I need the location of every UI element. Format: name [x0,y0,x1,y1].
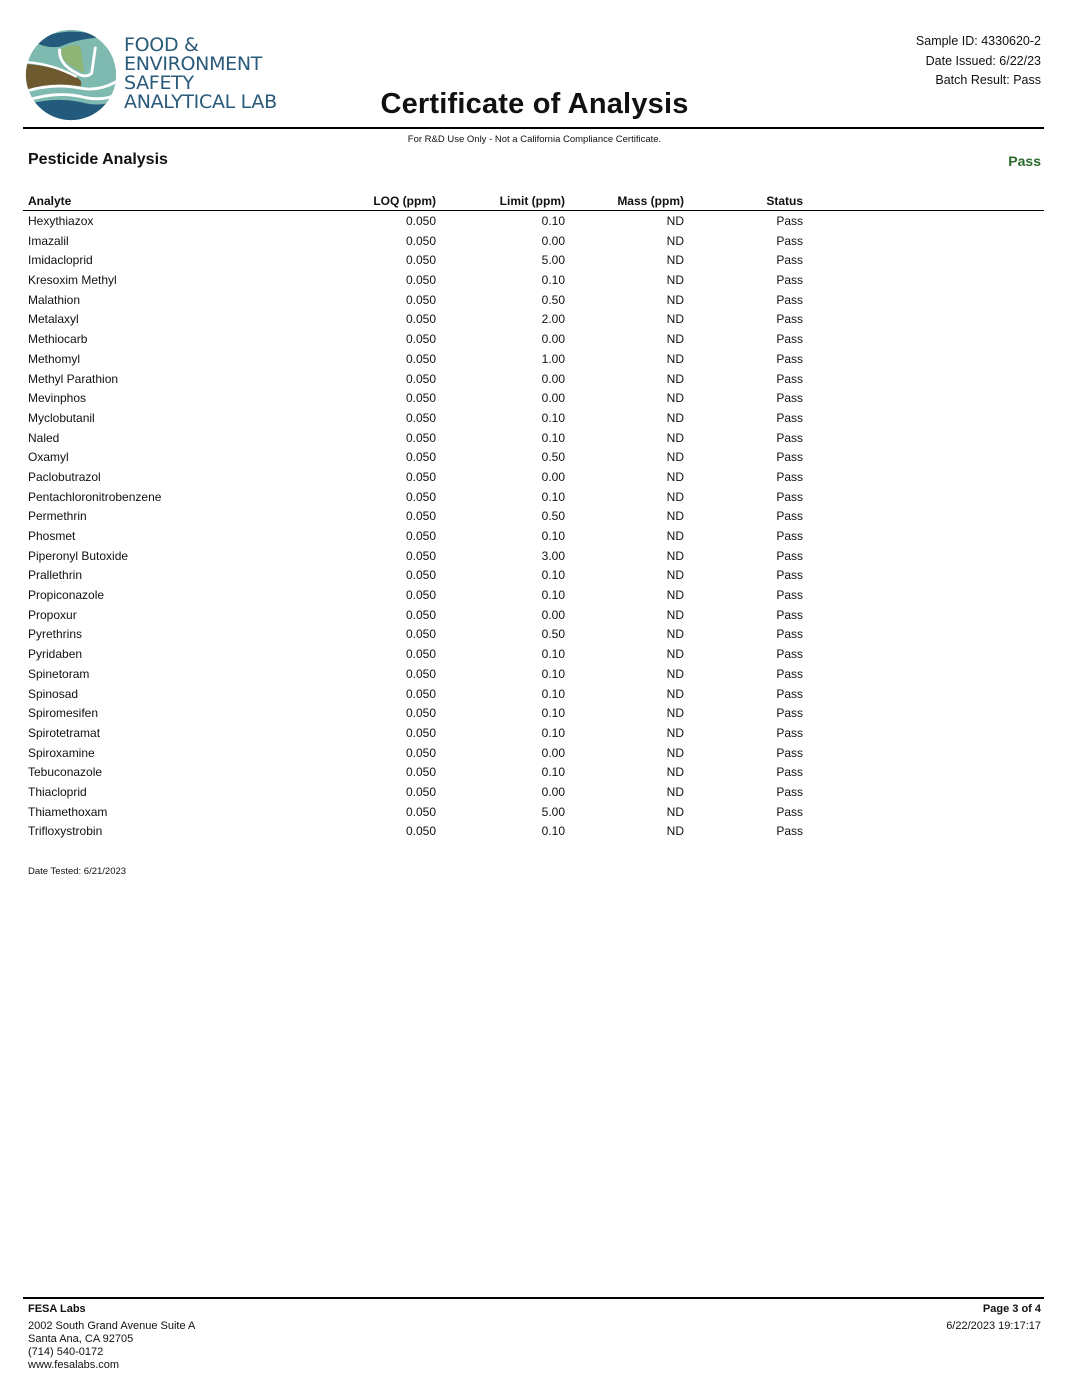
cell-mass: ND [666,312,684,327]
cell-limit: 0.10 [541,725,565,740]
table-row [23,762,1044,782]
logo-line: FOOD & [124,34,199,56]
cell-limit: 0.10 [541,430,565,445]
cell-analyte: Methyl Parathion [28,371,119,386]
cell-analyte: Oxamyl [28,450,69,465]
cell-analyte: Piperonyl Butoxide [28,548,129,563]
cell-loq: 0.050 [405,607,436,622]
table-row [23,506,1044,526]
cell-limit: 0.00 [541,469,565,484]
table-row [23,290,1044,310]
table-row [23,329,1044,349]
cell-loq: 0.050 [405,371,436,386]
cell-mass: ND [666,647,684,662]
cell-analyte: Spinetoram [28,666,90,681]
cell-status: Pass [776,450,803,465]
table-row [23,546,1044,566]
footer-phone: (714) 540-0172 [28,1346,104,1358]
cell-mass: ND [666,666,684,681]
cell-loq: 0.050 [405,410,436,425]
cell-mass: ND [666,489,684,504]
section-title: Pesticide Analysis [28,151,168,168]
cell-loq: 0.050 [405,784,436,799]
cell-mass: ND [666,371,684,386]
cell-limit: 0.10 [541,273,565,288]
cell-loq: 0.050 [405,745,436,760]
cell-loq: 0.050 [405,292,436,307]
cell-loq: 0.050 [405,312,436,327]
cell-loq: 0.050 [405,489,436,504]
footer-company: FESA Labs [28,1303,86,1315]
cell-status: Pass [776,706,803,721]
cell-loq: 0.050 [405,568,436,583]
table-row [23,388,1044,408]
cell-status: Pass [776,647,803,662]
table-row [23,309,1044,329]
cell-analyte: Spiromesifen [28,706,99,721]
cell-analyte: Hexythiazox [28,214,94,228]
footer-address-line2: Santa Ana, CA 92705 [28,1333,134,1345]
table-row [23,605,1044,625]
footer-page-info [946,1303,1041,1333]
cell-status: Pass [776,371,803,386]
cell-mass: ND [666,607,684,622]
cell-loq: 0.050 [405,647,436,662]
cell-analyte: Metalaxyl [28,312,79,327]
cell-status: Pass [776,332,803,347]
print-timestamp: 6/22/2023 19:17:17 [946,1320,1041,1332]
table-row [23,802,1044,822]
cell-status: Pass [776,784,803,799]
header-mass: Mass (ppm) [617,194,684,208]
cell-mass: ND [666,706,684,721]
table-row [23,565,1044,585]
cell-status: Pass [776,273,803,288]
table-row [23,250,1044,270]
cell-mass: ND [666,410,684,425]
cell-analyte: Propiconazole [28,588,105,603]
cell-status: Pass [776,489,803,504]
table-row [23,684,1044,704]
cell-limit: 0.00 [541,233,565,248]
table-row [23,211,1044,231]
cell-status: Pass [776,312,803,327]
cell-status: Pass [776,292,803,307]
cell-limit: 0.50 [541,509,565,524]
cell-loq: 0.050 [405,450,436,465]
cell-mass: ND [666,292,684,307]
cell-analyte: Spinosad [28,686,79,701]
cell-status: Pass [776,214,803,228]
table-row [23,723,1044,743]
cell-mass: ND [666,529,684,543]
table-row [23,703,1044,723]
table-row [23,467,1044,487]
cell-limit: 0.00 [541,745,565,760]
table-row [23,782,1044,802]
date-issued: Date Issued: 6/22/23 [925,53,1041,68]
cell-mass: ND [666,469,684,484]
cell-status: Pass [776,824,803,839]
table-row [23,526,1044,546]
cell-analyte: Imidacloprid [28,253,93,268]
pesticide-table [23,193,1044,841]
page-number: Page 3 of 4 [982,1303,1041,1315]
cell-mass: ND [666,686,684,701]
cell-limit: 0.00 [541,371,565,386]
cell-status: Pass [776,351,803,366]
cell-analyte: Kresoxim Methyl [28,273,117,288]
cell-limit: 0.00 [541,391,565,406]
cell-analyte: Spirotetramat [28,725,101,740]
cell-analyte: Thiacloprid [28,784,87,799]
cell-loq: 0.050 [405,253,436,268]
document-title: Certificate of Analysis [380,88,689,120]
sample-id: Sample ID: 4330620-2 [915,34,1041,48]
cell-status: Pass [776,548,803,563]
table-body [23,211,1044,841]
cell-status: Pass [776,469,803,484]
cell-limit: 0.10 [541,214,565,228]
table-row [23,585,1044,605]
cell-mass: ND [666,568,684,583]
cell-limit: 0.10 [541,765,565,780]
table-row [23,270,1044,290]
cell-status: Pass [776,627,803,642]
cell-analyte: Methomyl [28,351,81,366]
cell-limit: 5.00 [541,253,565,268]
header-limit: Limit (ppm) [499,194,565,208]
cell-analyte: Methiocarb [28,332,88,347]
cell-mass: ND [666,351,684,366]
cell-status: Pass [776,666,803,681]
cell-mass: ND [666,430,684,445]
logo-line: ENVIRONMENT [124,53,263,75]
cell-mass: ND [666,548,684,563]
cell-limit: 0.10 [541,666,565,681]
cell-analyte: Pentachloronitrobenzene [28,489,162,504]
date-tested: Date Tested: 6/21/2023 [28,866,127,877]
cell-limit: 0.50 [541,450,565,465]
header-analyte: Analyte [28,194,72,208]
table-row [23,369,1044,389]
table-row [23,428,1044,448]
cell-mass: ND [666,509,684,524]
cell-analyte: Prallethrin [28,568,83,583]
footer-address [28,1303,195,1372]
cell-mass: ND [666,253,684,268]
cell-analyte: Tebuconazole [28,765,103,780]
table-row [23,487,1044,507]
logo-line: ANALYTICAL LAB [124,91,277,113]
table-row [23,408,1044,428]
table-row [23,743,1044,763]
cell-status: Pass [776,568,803,583]
table-row [23,624,1044,644]
cell-analyte: Malathion [28,292,81,307]
table-row [23,231,1044,251]
cell-analyte: Pyridaben [28,647,83,662]
cell-mass: ND [666,804,684,819]
header-loq: LOQ (ppm) [373,194,436,208]
cell-loq: 0.050 [405,686,436,701]
cell-limit: 0.00 [541,607,565,622]
cell-status: Pass [776,410,803,425]
table-row [23,349,1044,369]
cell-limit: 0.10 [541,588,565,603]
cell-loq: 0.050 [405,529,436,543]
cell-loq: 0.050 [405,509,436,524]
cell-status: Pass [776,745,803,760]
cell-status: Pass [776,233,803,248]
cell-loq: 0.050 [405,725,436,740]
cell-loq: 0.050 [405,765,436,780]
cell-limit: 0.10 [541,686,565,701]
cell-mass: ND [666,332,684,347]
cell-limit: 0.10 [541,529,565,543]
cell-limit: 3.00 [541,548,565,563]
cell-limit: 2.00 [541,312,565,327]
logo-line: SAFETY [124,72,194,94]
cell-mass: ND [666,824,684,839]
cell-status: Pass [776,253,803,268]
cell-analyte: Permethrin [28,509,87,524]
cell-loq: 0.050 [405,214,436,228]
cell-analyte: Myclobutanil [28,410,95,425]
cell-loq: 0.050 [405,391,436,406]
table-row [23,821,1044,841]
cell-loq: 0.050 [405,804,436,819]
cell-status: Pass [776,607,803,622]
header-status: Status [766,194,803,208]
cell-analyte: Paclobutrazol [28,469,101,484]
header-divider [23,127,1044,129]
cell-analyte: Pyrethrins [28,627,83,642]
batch-result: Batch Result: Pass [935,73,1041,87]
cell-mass: ND [666,273,684,288]
cell-status: Pass [776,391,803,406]
cell-mass: ND [666,627,684,642]
sample-meta [916,32,1041,91]
cell-analyte: Spiroxamine [28,745,95,760]
cell-limit: 1.00 [541,351,565,366]
cell-analyte: Trifloxystrobin [28,824,103,839]
cell-loq: 0.050 [405,351,436,366]
footer-address-line1: 2002 South Grand Avenue Suite A [28,1320,196,1332]
footer-website: www.fesalabs.com [28,1359,120,1371]
cell-mass: ND [666,725,684,740]
table-row [23,664,1044,684]
section-status-badge: Pass [1008,153,1041,169]
disclaimer: For R&D Use Only - Not a California Compliance Certificate. [407,134,662,145]
cell-status: Pass [776,509,803,524]
cell-limit: 0.10 [541,647,565,662]
cell-status: Pass [776,686,803,701]
cell-analyte: Thiamethoxam [28,804,108,819]
cell-limit: 0.00 [541,784,565,799]
cell-mass: ND [666,765,684,780]
table-header [23,193,1044,211]
cell-loq: 0.050 [405,627,436,642]
cell-limit: 5.00 [541,804,565,819]
cell-limit: 0.50 [541,627,565,642]
cell-status: Pass [776,529,803,543]
cell-loq: 0.050 [405,548,436,563]
cell-loq: 0.050 [405,824,436,839]
cell-loq: 0.050 [405,706,436,721]
cell-analyte: Mevinphos [28,391,87,406]
cell-mass: ND [666,391,684,406]
table-row [23,447,1044,467]
table-row [23,644,1044,664]
cell-status: Pass [776,804,803,819]
footer-divider [23,1297,1044,1299]
cell-loq: 0.050 [405,273,436,288]
cell-status: Pass [776,725,803,740]
cell-analyte: Naled [28,430,60,445]
cell-limit: 0.10 [541,568,565,583]
cell-mass: ND [666,233,684,248]
cell-loq: 0.050 [405,233,436,248]
cell-limit: 0.10 [541,706,565,721]
cell-loq: 0.050 [405,430,436,445]
cell-loq: 0.050 [405,588,436,603]
cell-limit: 0.10 [541,824,565,839]
cell-limit: 0.50 [541,292,565,307]
cell-limit: 0.10 [541,410,565,425]
cell-status: Pass [776,765,803,780]
cell-status: Pass [776,588,803,603]
cell-loq: 0.050 [405,469,436,484]
cell-analyte: Phosmet [28,529,76,543]
cell-status: Pass [776,430,803,445]
cell-analyte: Propoxur [28,607,77,622]
cell-limit: 0.10 [541,489,565,504]
cell-mass: ND [666,214,684,228]
cell-loq: 0.050 [405,332,436,347]
cell-mass: ND [666,745,684,760]
cell-limit: 0.00 [541,332,565,347]
cell-mass: ND [666,450,684,465]
cell-mass: ND [666,588,684,603]
cell-analyte: Imazalil [28,233,69,248]
cell-loq: 0.050 [405,666,436,681]
cell-mass: ND [666,784,684,799]
